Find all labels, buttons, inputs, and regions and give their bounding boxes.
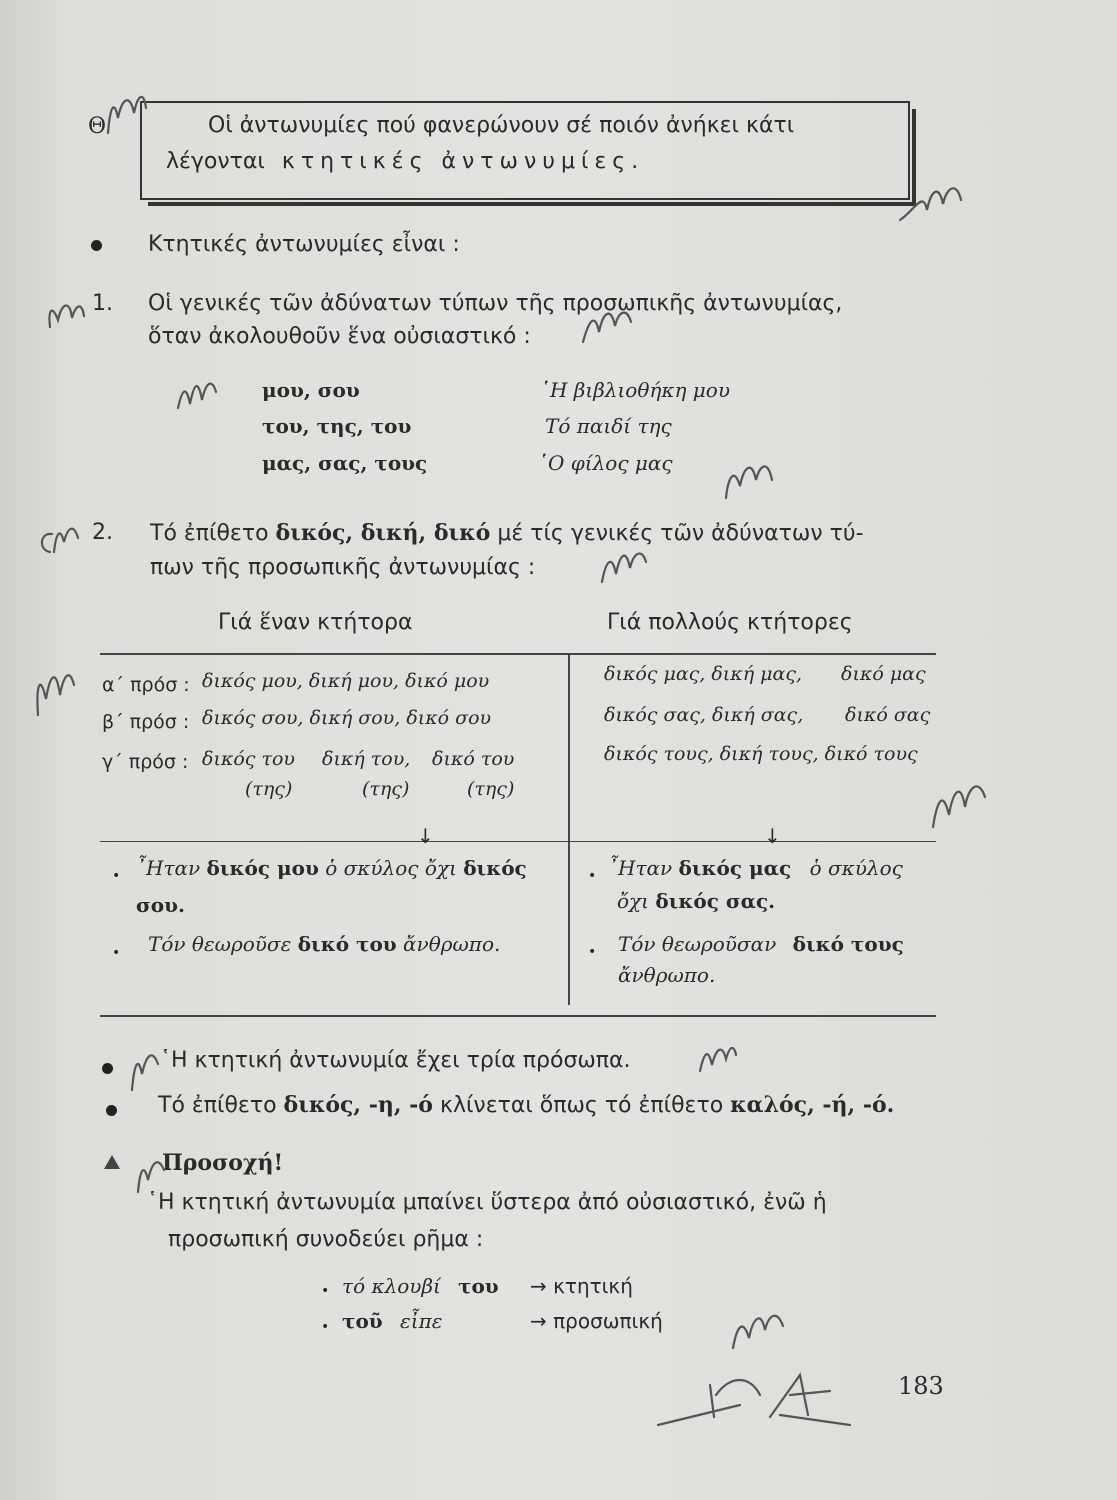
left-ex1-e: σου. [136, 893, 185, 917]
attention-ex2-a: τοῦ [342, 1309, 383, 1333]
left-example-1 [136, 856, 527, 880]
right-form-2a: δικός σας, δική σας, [604, 704, 804, 726]
example-row-3: ῾Ο φίλος μας [538, 451, 673, 475]
table-top-rule [100, 653, 936, 655]
right-form-1b: δικό μας [841, 663, 926, 685]
pencil-mark [124, 1030, 169, 1100]
person-1: α΄ πρόσ : [102, 674, 190, 696]
pencil-mark [925, 765, 1000, 845]
item-1-line-1: Οἱ γενικές τῶν ἀδύνατων τύπων τῆς προσωπικῆς ἀντωνυμίας, [148, 291, 843, 316]
left-ex2-b: δικό του [297, 932, 397, 956]
pronoun-row-3: μας, σας, τους [262, 451, 428, 475]
note-2-bold-1: δικός, -η, -ό [283, 1092, 433, 1118]
definition-line-2 [166, 149, 644, 174]
left-fem-2: (της) [362, 778, 410, 800]
attention-ex2-c: → προσωπική [530, 1309, 663, 1333]
item-2-line-2: πων τῆς προσωπικῆς ἀντωνυμίας : [150, 555, 536, 580]
right-form-2b: δικό σας [845, 704, 931, 726]
item-2-bold: δικός, δική, δικό [275, 520, 491, 546]
page-number: 183 [898, 1372, 944, 1400]
left-ex2-a: Τόν θεωροῦσε [148, 932, 292, 956]
right-ex2-a: Τόν θεωροῦσαν [618, 932, 777, 956]
attention-ex1-b: του [458, 1274, 499, 1298]
right-form-1a: δικός μας, δική μας, [604, 663, 802, 685]
dot: • [588, 868, 597, 884]
pronoun-row-2: του, της, του [262, 414, 412, 438]
right-example-1-cont [617, 889, 775, 913]
arrow-right: ↓ [764, 824, 781, 848]
pronoun-row-1: μου, σου [262, 378, 360, 402]
pencil-mark [32, 512, 92, 562]
item-2-text-a: Τό ἐπίθετο [150, 521, 269, 546]
left-form-1: δικός μου, δική μου, δικό μου [202, 670, 490, 692]
dot: • [321, 1319, 330, 1335]
left-ex1-c: ὁ σκύλος ὄχι [325, 856, 457, 880]
table-head-right: Γιά πολλούς κτήτορες [607, 610, 853, 635]
right-ex1-e: δικός σας. [655, 889, 776, 913]
attention-ex2-b: εἶπε [400, 1309, 443, 1333]
arrow-left: ↓ [417, 824, 434, 848]
right-form-3: δικός τους, δική τους, δικό τους [604, 743, 918, 765]
pencil-mark [100, 88, 160, 148]
dot: • [321, 1283, 330, 1299]
right-ex2-b: δικό τους [792, 932, 904, 956]
example-row-1: ῾Η βιβλιοθήκη μου [540, 378, 730, 402]
table-bottom-rule [100, 1015, 936, 1017]
pencil-mark [596, 538, 656, 593]
section-letter: Θ [88, 114, 107, 139]
right-ex2-c: ἄνθρωπο. [618, 963, 716, 987]
attention-title: Προσοχή! [162, 1150, 284, 1176]
note-2 [158, 1092, 894, 1118]
person-2: β΄ πρόσ : [102, 711, 190, 733]
triangle-icon [104, 1155, 120, 1169]
pencil-mark [650, 1355, 880, 1435]
attention-ex1-c: → κτητική [530, 1274, 633, 1298]
item-2-number: 2. [92, 520, 113, 545]
table-divider [568, 655, 570, 1005]
note-1: ῾Η κτητική ἀντωνυμία ἔχει τρία πρόσωπα. [160, 1048, 631, 1073]
table-mid-rule [100, 841, 936, 842]
pencil-mark [694, 1035, 744, 1080]
left-ex2-c: ἄνθρωπο. [403, 932, 501, 956]
left-form-3c: δικό του [432, 748, 515, 770]
right-example-2 [618, 932, 904, 956]
dot: • [588, 944, 597, 960]
dot: • [112, 945, 121, 961]
left-fem-1: (της) [245, 778, 293, 800]
table-head-left: Γιά ἕναν κτήτορα [218, 610, 413, 635]
attention-ex1-a: τό κλουβί [342, 1274, 441, 1298]
left-form-3b: δική του, [322, 748, 411, 770]
note-2-a: Τό ἐπίθετο [158, 1093, 277, 1118]
example-row-2: Τό παιδί της [545, 414, 672, 438]
definition-term: κτητικές ἀντωνυμίες. [281, 149, 645, 174]
bullet [106, 1105, 117, 1116]
right-ex1-d: ὄχι [617, 889, 650, 913]
item-1-number: 1. [92, 291, 113, 316]
right-ex1-a: ῏Ηταν [608, 856, 673, 880]
right-example-1 [608, 856, 903, 880]
pencil-mark [172, 368, 227, 423]
note-2-bold-2: καλός, -ή, -ό. [730, 1092, 895, 1118]
attention-line-2: προσωπική συνοδεύει ρῆμα : [168, 1227, 484, 1252]
left-form-3a: δικός του [202, 748, 295, 770]
left-fem-3: (της) [467, 778, 515, 800]
left-ex1-b: δικός μου [206, 856, 319, 880]
left-ex1-d: δικός [463, 856, 527, 880]
item-1-line-2: ὅταν ἀκολουθοῦν ἕνα οὐσιαστικό : [148, 324, 531, 349]
dot: • [112, 868, 121, 884]
bullet [91, 240, 102, 251]
pencil-mark [575, 300, 640, 350]
person-3: γ΄ πρόσ : [102, 751, 189, 773]
left-example-2 [148, 932, 500, 956]
pencil-mark [28, 655, 83, 730]
pencil-mark [725, 1300, 795, 1360]
definition-line-1: Οἱ ἀντωνυμίες πού φανερώνουν σέ ποιόν ἀνήκει κάτι [208, 113, 795, 138]
item-2-line-1 [150, 520, 864, 546]
definition-prefix: λέγονται [166, 149, 265, 174]
bullet [102, 1063, 113, 1074]
item-2-text-b: μέ τίς γενικές τῶν ἀδύνατων τύ- [497, 521, 864, 546]
attention-line-1: ῾Η κτητική ἀντωνυμία μπαίνει ὕστερα ἀπό οὐσιαστικό, ἐνῶ ἡ [147, 1190, 827, 1215]
right-ex1-c: ὁ σκύλος [809, 856, 903, 880]
pencil-mark [130, 1140, 175, 1200]
note-2-b: κλίνεται ὅπως τό ἐπίθετο [439, 1093, 724, 1118]
pencil-mark [42, 292, 97, 337]
right-ex1-b: δικός μας [678, 856, 792, 880]
pencil-mark [718, 450, 783, 510]
intro-text: Κτητικές ἀντωνυμίες εἶναι : [148, 232, 460, 257]
pencil-mark [895, 180, 975, 235]
left-ex1-a: ῏Ηταν [136, 856, 201, 880]
left-form-2: δικός σου, δική σου, δικό σου [202, 707, 492, 729]
